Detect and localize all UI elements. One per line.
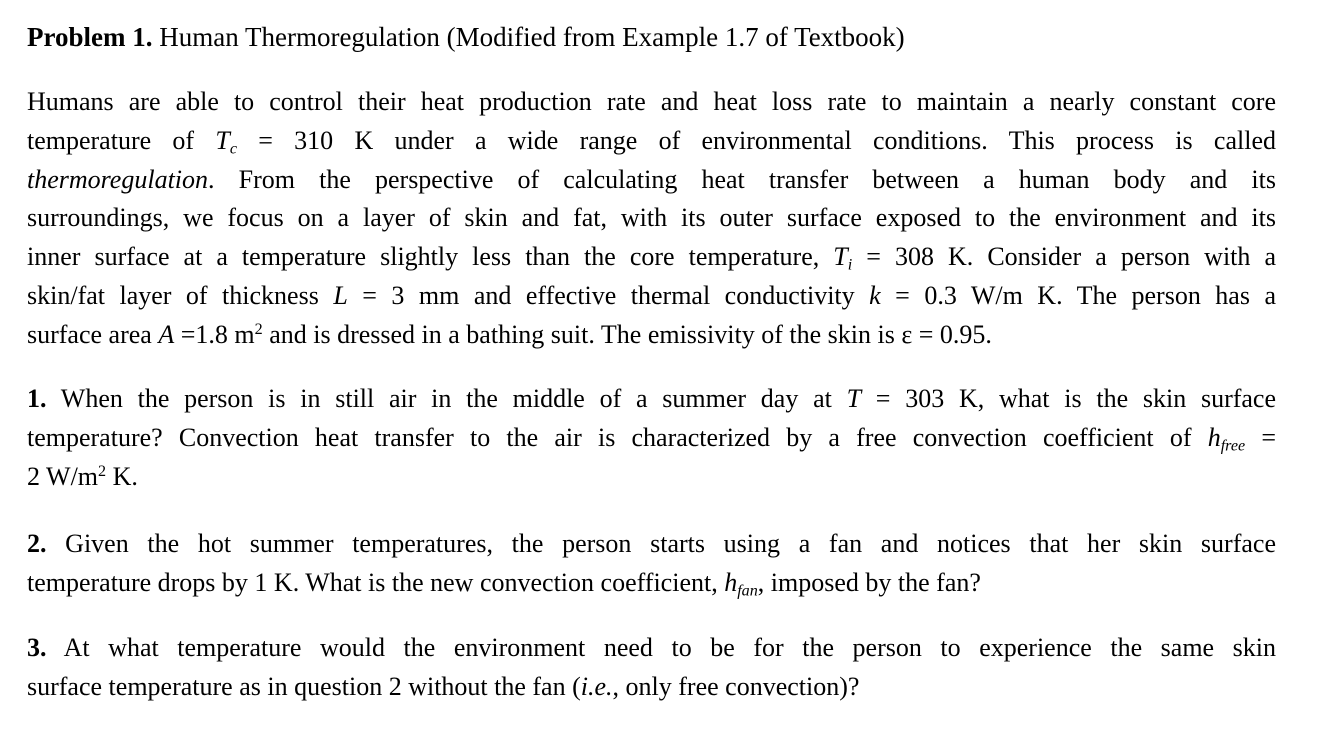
question-2-line: temperature drops by 1 K. What is the new convection coefficient, $h_{fan}$, imposed by the fan?: [27, 567, 981, 600]
question-1-line: 1. When the person is in still air in the middle of a summer day at T = 303 K, what is the skin surface: [27, 384, 1277, 413]
question-1-line: 2 $W/m^2$ K.: [27, 461, 138, 491]
problem-title: [27, 18, 905, 56]
intro-line: temperature of $T_c = 310$ K under a wide range of environmental conditions. This process is called: [27, 125, 1276, 158]
question-2-number: 2.: [27, 529, 47, 558]
problem-label: Problem 1.: [27, 22, 153, 52]
question-3-line: 3. At what temperature would the environment need to be for the person to experience the same skin: [27, 633, 1276, 662]
intro-line: inner surface at a temperature slightly less than the core temperature, $T_i = 308$ K. Consider a person with a: [27, 242, 1276, 274]
question-3-line: surface temperature as in question 2 without the fan (i.e., only free convection)?: [27, 671, 860, 701]
question-2-line: 2. Given the hot summer temperatures, the person starts using a fan and notices that her skin surface: [27, 529, 1276, 558]
question-3-number: 3.: [27, 633, 47, 662]
question-1-line: temperature? Convection heat transfer to the air is characterized by a free convection coefficient of $h_{free}$ =: [27, 422, 1276, 455]
question-1: [27, 380, 1276, 496]
intro-line: surroundings, we focus on a layer of skin and fat, with its outer surface exposed to the environment and its: [27, 203, 1276, 233]
question-3: [27, 629, 1276, 707]
problem-title-text: Human Thermoregulation (Modified from Example 1.7 of Textbook): [152, 22, 905, 52]
intro-paragraph: [27, 83, 1276, 355]
intro-line: thermoregulation. From the perspective of calculating heat transfer between a human body and its: [27, 164, 1276, 194]
intro-line: skin/fat layer of thickness L = 3 mm and effective thermal conductivity k = 0.3 W/m K. The person has a: [27, 280, 1276, 310]
intro-line: surface area A =1.8 $m^2$ and is dressed in a bathing suit. The emissivity of the skin is ε = 0.95.: [27, 319, 992, 349]
question-1-number: 1.: [27, 384, 47, 413]
intro-line: Humans are able to control their heat production rate and heat loss rate to maintain a nearly constant core: [27, 87, 1276, 116]
question-2: [27, 525, 1276, 603]
